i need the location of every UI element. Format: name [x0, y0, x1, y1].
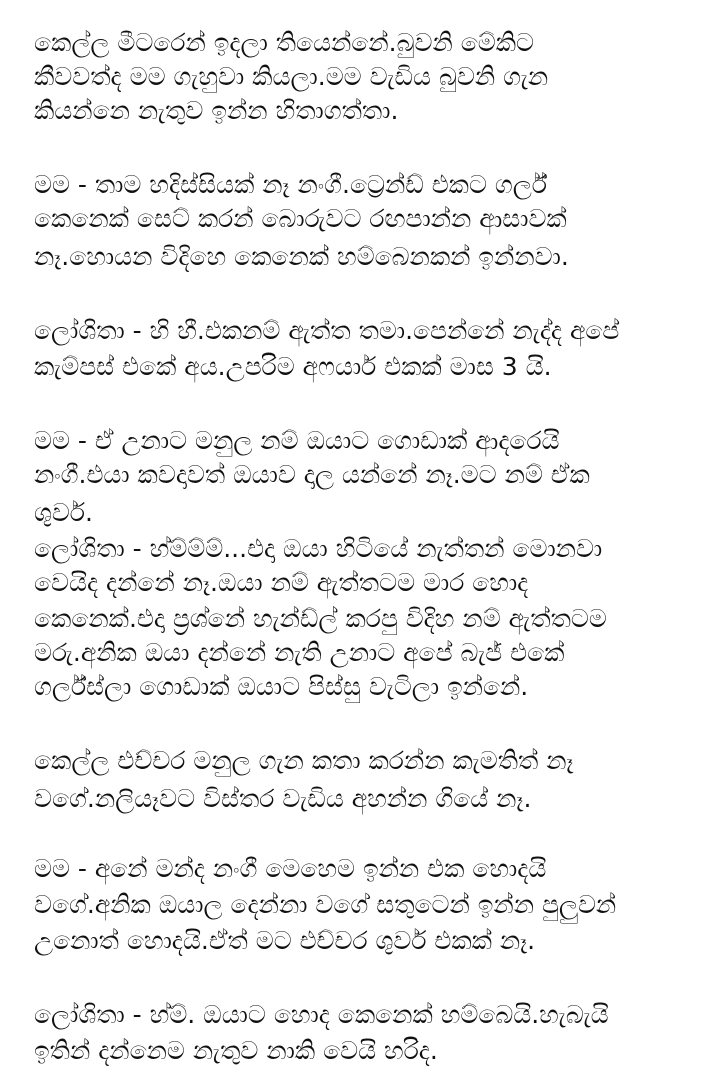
story-line: වගේ.අනික ඔයාල දෙන්නා වගේ සතුටෙන් ඉන්න පුලුවන්: [34, 890, 617, 919]
story-line: කෙනෙක් සෙට් කරන් බොරුවට රඟපාන්න ආසාවක්: [34, 204, 567, 233]
story-line: මරු.අනික ඔයා දන්නේ නැති උනාට අපේ බැජ් එකේ: [34, 638, 565, 667]
story-line: කෙනෙක්.එදා ප්‍රශ්නේ හැන්ඩ්ල් කරපු විදිහ නම් ඇත්තටම: [34, 604, 607, 633]
story-line: ලෝශිතා - හ්ම්. ඔයාට හොද කෙනෙක් හම්බෙයි.හැබැයි: [34, 1000, 609, 1029]
story-line: කියන්නෙ නැතුව ඉන්න හිතාගත්තා.: [34, 96, 399, 125]
story-line: වගේ.නලියෑවට විස්තර වැඩිය අහන්න ගියේ නෑ.: [34, 784, 532, 813]
story-line: මම - ඒ උනාට මනුල නම් ඔයාට ගොඩාක් ආදරෙයි: [34, 426, 560, 455]
story-line: මම - තාම හදිස්සියක් නෑ නංගී.ට්‍රෙන්ඩ් එකට ගර්ල්: [34, 170, 547, 199]
story-line: නංගී.එයා කවදාවත් ඔයාව දාල යන්නේ නෑ.මට නම් ඒක: [34, 460, 590, 489]
story-line: ඉතින් දන්නෙම නැතුව නාකි වෙයි හරිද.: [34, 1036, 438, 1065]
story-line: ශුවර්.: [34, 498, 93, 527]
story-line: ලෝශිතා - හි හී.එකනම් ඇත්ත තමා.පෙන්නේ නැද්ද අපේ: [34, 316, 620, 345]
story-line: කෙල්ල එච්චර මනුල ගැන කතා කරන්න කැමතිත් නෑ: [34, 746, 574, 775]
story-line: උනොත් හොදයි.ඒත් මට එච්චර ශුවර් එකක් නෑ.: [34, 926, 536, 955]
story-line: ලෝශිතා - හ්ම්ම්ම්...එදා ඔයා හිටියේ නැත්තන් මොනවා: [34, 534, 603, 563]
story-line: කෙල්ල මීටරෙන් ඉදලා තියෙන්නේ.බුවනි මේකිට: [34, 28, 534, 57]
story-line: නෑ.හොයන විදිහෙ කෙනෙක් හම්බෙනකන් ඉන්නවා.: [34, 242, 569, 271]
story-line: වෙයිද දන්නේ නෑ.ඔයා නම් ඇත්තටම මාර හොද: [34, 568, 529, 597]
story-line: කැම්පස් එකේ අය.උපරිම අෆයාර් එකක් මාස 3 යි.: [34, 352, 552, 381]
story-line: ගර්ල්ස්ලා ගොඩාක් ඔයාට පිස්සු වැටිලා ඉන්නේ.: [34, 672, 529, 701]
story-line: මම - අනේ මන්ද නංගී මෙහෙම ඉන්න එක හොදයි: [34, 854, 547, 883]
story-line: කීවවත්ද මම ගැහුවා කියලා.මම වැඩිය බුවනි ගැන: [34, 62, 549, 91]
